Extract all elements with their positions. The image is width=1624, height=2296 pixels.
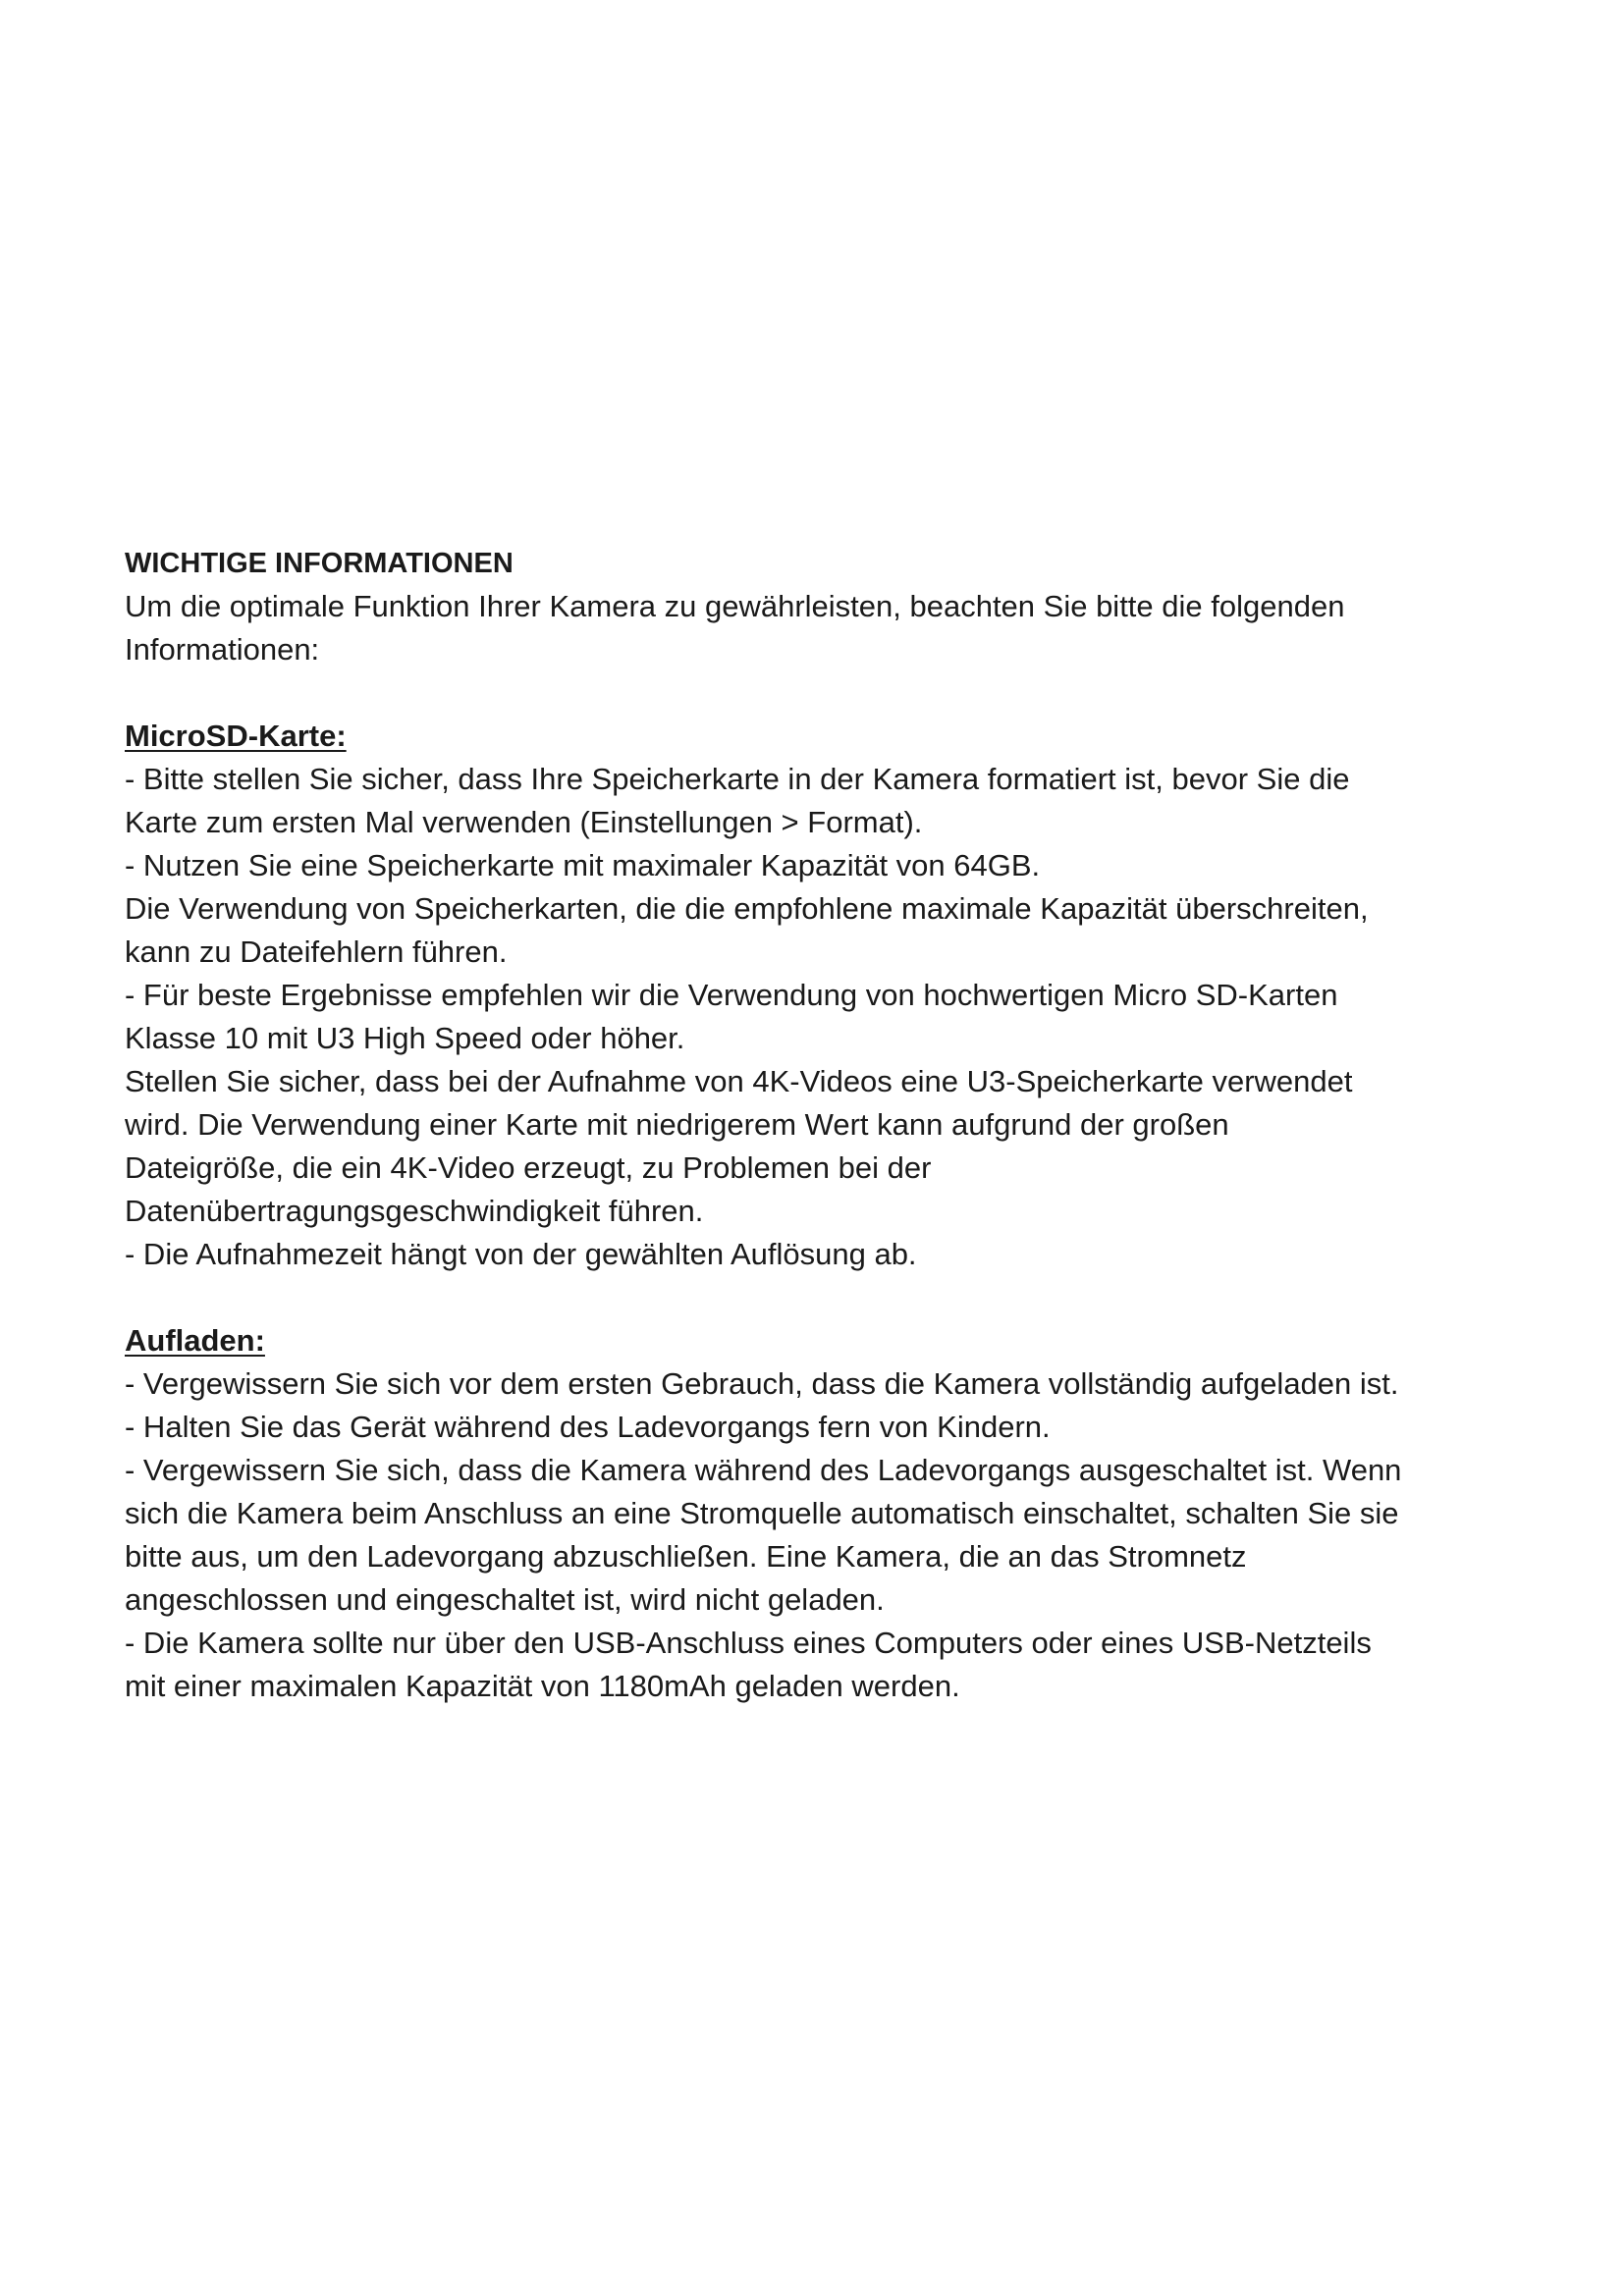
section-line: - Für beste Ergebnisse empfehlen wir die Verwendung von hochwertigen Micro SD-Karten (125, 978, 1338, 1012)
section-line: kann zu Dateifehlern führen. (125, 934, 508, 969)
intro-line: Um die optimale Funktion Ihrer Kamera zu gewährleisten, beachten Sie bitte die folgenden (125, 589, 1345, 623)
section-line: bitte aus, um den Ladevorgang abzuschließen. Eine Kamera, die an das Stromnetz (125, 1539, 1247, 1574)
section-line: - Die Kamera sollte nur über den USB-Anschluss eines Computers oder eines USB-Netzteils (125, 1626, 1372, 1660)
section-microsd (125, 715, 1519, 1276)
section-line: Karte zum ersten Mal verwenden (Einstellungen > Format). (125, 805, 923, 839)
section-line: Klasse 10 mit U3 High Speed oder höher. (125, 1021, 685, 1055)
spacer (125, 671, 1519, 715)
section-line: - Vergewissern Sie sich, dass die Kamera während des Ladevorgangs ausgeschaltet ist. Wenn (125, 1453, 1402, 1487)
section-line: Datenübertragungsgeschwindigkeit führen. (125, 1194, 704, 1228)
section-line: angeschlossen und eingeschaltet ist, wird nicht geladen. (125, 1582, 885, 1617)
spacer (125, 1276, 1519, 1319)
intro-line: Informationen: (125, 632, 320, 667)
section-line: - Nutzen Sie eine Speicherkarte mit maximaler Kapazität von 64GB. (125, 848, 1041, 882)
section-line: - Bitte stellen Sie sicher, dass Ihre Speicherkarte in der Kamera formatiert ist, bevor Sie die (125, 762, 1350, 796)
section-line: Stellen Sie sicher, dass bei der Aufnahme von 4K-Videos eine U3-Speicherkarte verwendet (125, 1064, 1353, 1098)
section-line: - Die Aufnahmezeit hängt von der gewählten Auflösung ab. (125, 1237, 917, 1271)
section-line: - Halten Sie das Gerät während des Ladevorgangs fern von Kindern. (125, 1410, 1051, 1444)
section-line: mit einer maximalen Kapazität von 1180mAh geladen werden. (125, 1669, 960, 1703)
section-line: sich die Kamera beim Anschluss an eine Stromquelle automatisch einschaltet, schalten Sie sie (125, 1496, 1399, 1530)
section-line: Dateigröße, die ein 4K-Video erzeugt, zu Problemen bei der (125, 1150, 932, 1185)
section-line: Die Verwendung von Speicherkarten, die die empfohlene maximale Kapazität überschreiten, (125, 891, 1369, 926)
section-aufladen (125, 1319, 1519, 1708)
section-line: - Vergewissern Sie sich vor dem ersten Gebrauch, dass die Kamera vollständig aufgeladen ist. (125, 1366, 1399, 1401)
section-heading-aufladen: Aufladen: (125, 1323, 265, 1358)
section-line: wird. Die Verwendung einer Karte mit niedrigerem Wert kann aufgrund der großen (125, 1107, 1229, 1142)
document-title: WICHTIGE INFORMATIONEN (125, 548, 514, 579)
section-heading-microsd: MicroSD-Karte: (125, 719, 347, 753)
document-page (125, 542, 1519, 1708)
